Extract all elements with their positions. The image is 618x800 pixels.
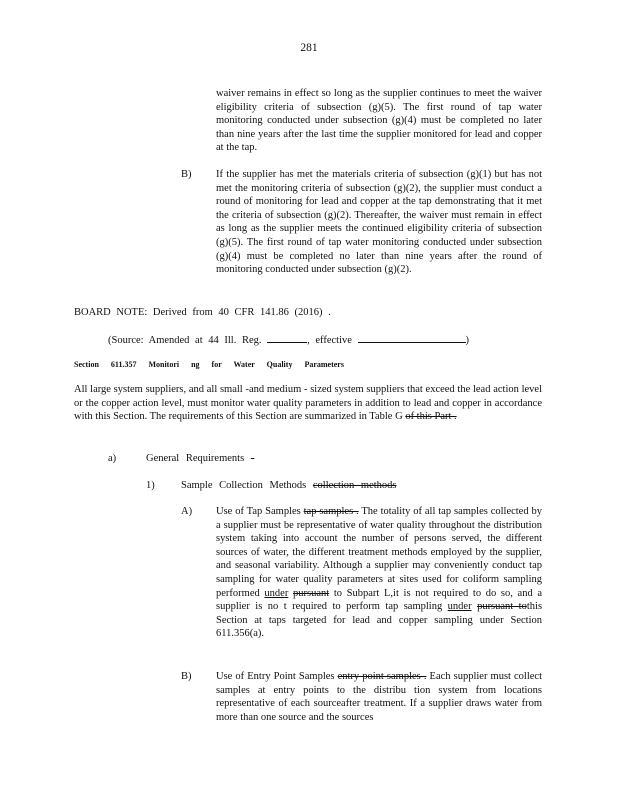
- sub-B-lead: Use of Entry Point Samples: [216, 671, 335, 682]
- sub-A-inserted-1: under: [264, 587, 289, 599]
- sub-B-label: B): [181, 671, 192, 682]
- sub-1-text: Sample Collection Methods: [181, 480, 307, 491]
- source-middle: , effective: [307, 335, 352, 346]
- sub-A-paragraph: [216, 505, 542, 641]
- source-blank-volume: [267, 332, 307, 343]
- section-heading: Section 611.357 Monitori ng for Water Quality Parameters: [74, 360, 344, 369]
- sub-a-label: a): [108, 453, 117, 464]
- sub-B-paragraph: [216, 670, 542, 724]
- sub-A-inserted-2: under: [447, 601, 472, 613]
- sub-B-text: Each supplier must collect samples at entry points to the distribu tion system from locations representative of each sourceafter treatment. If a supplier draws water from more than one source and the sources: [216, 671, 543, 723]
- waiver-continuation-paragraph: waiver remains in effect so long as the supplier continues to meet the waiver eligibility criteria of subsection (g)(5). The first round of tap water monitoring conducted under subsection (g)(4) must be completed no later than nine years after the last time the supplier monitored for lead and copper at the tap.: [216, 88, 542, 154]
- sub-A-struck-3: pursuant to: [477, 601, 527, 613]
- item-b-paragraph: If the supplier has met the materials criteria of subsection (g)(1) but has not met the monitoring criteria of subsection (g)(2), the supplier must conduct a round of monitoring for lead and copper at the tap demonstrating that it met the criteria of subsection (g)(2). Thereafter, the waiver must remain in effect as long as the supplier meets the continued eligibility criteria of subsection (g)(5). The first round of tap water monitoring conducted under subsection (g)(4) must be completed no later than nine years after the round of monitoring conducted under subsection (g)(2).: [216, 169, 542, 276]
- page-number: 281: [300, 42, 318, 54]
- source-blank-date: [358, 332, 466, 343]
- sub-1-label: 1): [146, 480, 155, 491]
- sub-A-text-3: this Section at taps targeted for lead and copper sampling under Section 611.356(a).: [216, 601, 543, 640]
- sub-a-heading: [146, 452, 254, 466]
- item-b-label: B): [181, 169, 192, 180]
- sub-a-text: General Requirements: [146, 453, 245, 464]
- sub-A-struck-2: pursuant: [293, 587, 330, 599]
- sub-A-struck-1: tap samples .: [303, 506, 359, 517]
- intro-struck-text: of this Part .: [405, 411, 457, 423]
- board-note: BOARD NOTE: Derived from 40 CFR 141.86 (2016) .: [74, 307, 331, 318]
- source-note: [108, 332, 528, 348]
- sub-a-struck: -: [250, 453, 255, 464]
- source-suffix: ): [465, 335, 470, 346]
- sub-B-struck: entry point samples .: [337, 671, 427, 682]
- source-prefix: (Source: Amended at 44 Ill. Reg.: [108, 335, 262, 346]
- intro-text: All large system suppliers, and all small -and medium - sized system suppliers that exceed the lead action level or the copper action level, must monitor water quality parameters in addition to lead and copper in accordance with this Section. The requirements of this Section are summarized in Table G: [74, 384, 542, 423]
- sub-A-label: A): [181, 506, 193, 517]
- sub-A-text-2: to Subpart L,it is not required to do so, and a supplier is no t required to perform tap sampling: [216, 587, 543, 613]
- intro-paragraph: [74, 383, 542, 424]
- sub-A-lead: Use of Tap Samples: [216, 506, 301, 517]
- sub-1-heading: [181, 479, 396, 493]
- sub-A-text-1: The totality of all tap samples collected by a supplier must be representative of water quality throughout the distribution system taking into account the number of persons served, the different sources of water, the different treatment methods employed by the supplier, and seasonal variability. Although a supplier may conveniently conduct tap sampling for water quality parameters at sites used for coliform sampling performed: [216, 506, 542, 599]
- sub-1-struck: collection methods: [312, 480, 397, 491]
